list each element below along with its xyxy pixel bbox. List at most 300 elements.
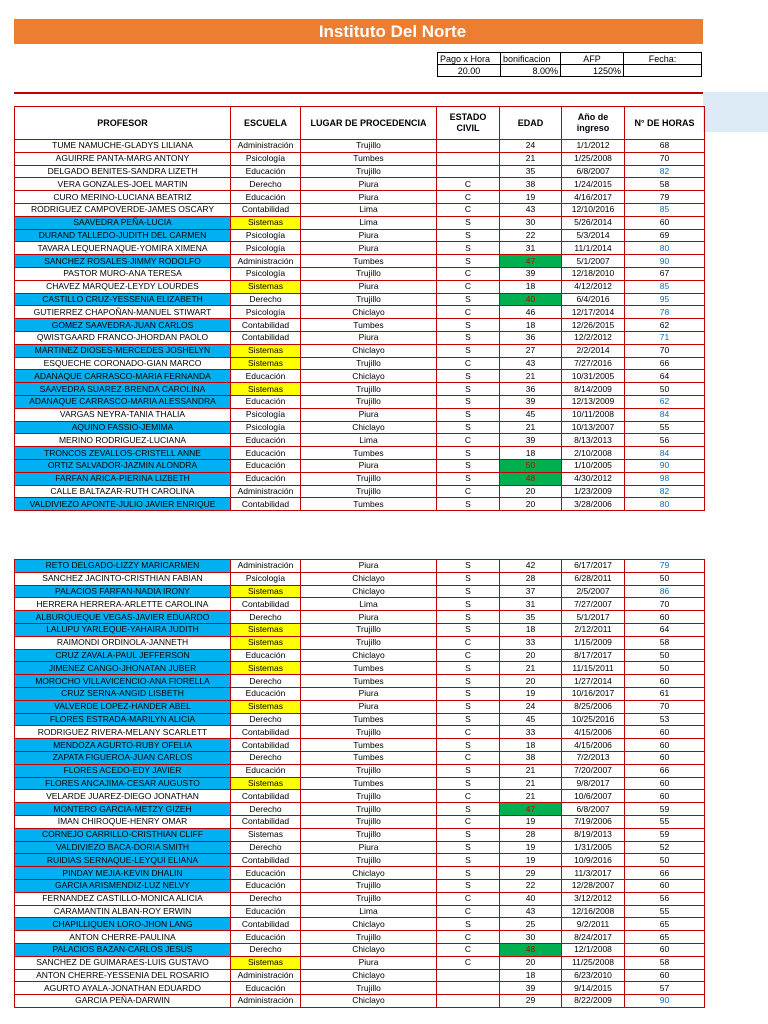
- cell-ingreso[interactable]: 12/1/2008: [562, 943, 625, 956]
- cell-escuela[interactable]: Educación: [231, 931, 301, 944]
- cell-profesor[interactable]: FLORES ESTRADA-MARILYN ALICIA: [15, 713, 231, 726]
- cell-profesor[interactable]: CHAVEZ MARQUEZ-LEYDY LOURDES: [15, 280, 231, 293]
- cell-profesor[interactable]: AQUINO FASSIO-JEMIMA: [15, 421, 231, 434]
- cell-profesor[interactable]: CORNEJO CARRILLO-CRISTHIAN CLIFF: [15, 828, 231, 841]
- cell-escuela[interactable]: Educación: [231, 687, 301, 700]
- cell-horas[interactable]: 55: [625, 421, 705, 434]
- cell-estado[interactable]: S: [437, 611, 500, 624]
- cell-estado[interactable]: S: [437, 700, 500, 713]
- cell-escuela[interactable]: Educación: [231, 879, 301, 892]
- cell-edad[interactable]: 43: [500, 905, 562, 918]
- cell-estado[interactable]: C: [437, 726, 500, 739]
- cell-profesor[interactable]: ALBURQUEQUE VEGAS-JAVIER EDUARDO: [15, 611, 231, 624]
- cell-edad[interactable]: 29: [500, 995, 562, 1008]
- cell-lugar[interactable]: Tumbes: [301, 255, 437, 268]
- cell-ingreso[interactable]: 8/19/2013: [562, 828, 625, 841]
- cell-ingreso[interactable]: 7/27/2007: [562, 598, 625, 611]
- cell-escuela[interactable]: Psicología: [231, 408, 301, 421]
- cell-estado[interactable]: S: [437, 828, 500, 841]
- cell-horas[interactable]: 80: [625, 498, 705, 511]
- cell-edad[interactable]: 47: [500, 255, 562, 268]
- cell-ingreso[interactable]: 10/11/2008: [562, 408, 625, 421]
- cell-lugar[interactable]: Chiclayo: [301, 995, 437, 1008]
- cell-estado[interactable]: S: [437, 687, 500, 700]
- cell-edad[interactable]: 18: [500, 623, 562, 636]
- cell-escuela[interactable]: Sistemas: [231, 636, 301, 649]
- cell-profesor[interactable]: GARCIA ARISMENDIZ-LUZ NELVY: [15, 879, 231, 892]
- cell-profesor[interactable]: ANTON CHERRE-YESSENIA DEL ROSARIO: [15, 969, 231, 982]
- cell-lugar[interactable]: Chiclayo: [301, 649, 437, 662]
- cell-escuela[interactable]: Psicología: [231, 229, 301, 242]
- cell-ingreso[interactable]: 1/23/2009: [562, 485, 625, 498]
- cell-profesor[interactable]: SAAVEDRA SUAREZ-BRENDA CAROLINA: [15, 383, 231, 396]
- cell-estado[interactable]: S: [437, 370, 500, 383]
- cell-edad[interactable]: 31: [500, 598, 562, 611]
- cell-ingreso[interactable]: 11/25/2008: [562, 956, 625, 969]
- cell-ingreso[interactable]: 6/4/2016: [562, 293, 625, 306]
- cell-escuela[interactable]: Sistemas: [231, 344, 301, 357]
- cell-profesor[interactable]: PASTOR MURO-ANA TERESA: [15, 267, 231, 280]
- cell-profesor[interactable]: FARFAN ARICA-PIERINA LIZBETH: [15, 472, 231, 485]
- cell-edad[interactable]: 40: [500, 892, 562, 905]
- cell-estado[interactable]: S: [437, 408, 500, 421]
- cell-escuela[interactable]: Administración: [231, 995, 301, 1008]
- cell-escuela[interactable]: Sistemas: [231, 662, 301, 675]
- cell-ingreso[interactable]: 5/26/2014: [562, 216, 625, 229]
- cell-horas[interactable]: 85: [625, 280, 705, 293]
- cell-lugar[interactable]: Trujillo: [301, 293, 437, 306]
- cell-escuela[interactable]: Administración: [231, 485, 301, 498]
- cell-escuela[interactable]: Educación: [231, 434, 301, 447]
- cell-estado[interactable]: C: [437, 751, 500, 764]
- cell-horas[interactable]: 80: [625, 242, 705, 255]
- cell-ingreso[interactable]: 6/28/2011: [562, 572, 625, 585]
- cell-lugar[interactable]: Lima: [301, 203, 437, 216]
- cell-escuela[interactable]: Derecho: [231, 713, 301, 726]
- cell-lugar[interactable]: Tumbes: [301, 319, 437, 332]
- cell-ingreso[interactable]: 2/12/2011: [562, 623, 625, 636]
- cell-horas[interactable]: 57: [625, 982, 705, 995]
- cell-escuela[interactable]: Derecho: [231, 675, 301, 688]
- cell-estado[interactable]: S: [437, 879, 500, 892]
- cell-ingreso[interactable]: 12/10/2016: [562, 203, 625, 216]
- cell-ingreso[interactable]: 9/8/2017: [562, 777, 625, 790]
- cell-edad[interactable]: 25: [500, 918, 562, 931]
- cell-ingreso[interactable]: 1/25/2008: [562, 152, 625, 165]
- cell-ingreso[interactable]: 2/5/2007: [562, 585, 625, 598]
- cell-profesor[interactable]: IMAN CHIROQUE-HENRY OMAR: [15, 815, 231, 828]
- cell-lugar[interactable]: Lima: [301, 216, 437, 229]
- cell-edad[interactable]: 21: [500, 370, 562, 383]
- cell-edad[interactable]: 40: [500, 293, 562, 306]
- cell-estado[interactable]: S: [437, 867, 500, 880]
- cell-estado[interactable]: S: [437, 331, 500, 344]
- cell-lugar[interactable]: Piura: [301, 459, 437, 472]
- cell-horas[interactable]: 70: [625, 598, 705, 611]
- cell-ingreso[interactable]: 10/25/2016: [562, 713, 625, 726]
- cell-edad[interactable]: 35: [500, 611, 562, 624]
- cell-escuela[interactable]: Sistemas: [231, 585, 301, 598]
- cell-lugar[interactable]: Chiclayo: [301, 918, 437, 931]
- cell-horas[interactable]: 70: [625, 700, 705, 713]
- cell-escuela[interactable]: Derecho: [231, 611, 301, 624]
- cell-escuela[interactable]: Sistemas: [231, 700, 301, 713]
- cell-ingreso[interactable]: 7/19/2006: [562, 815, 625, 828]
- cell-ingreso[interactable]: 3/28/2006: [562, 498, 625, 511]
- cell-lugar[interactable]: Piura: [301, 331, 437, 344]
- cell-estado[interactable]: C: [437, 815, 500, 828]
- cell-estado[interactable]: [437, 995, 500, 1008]
- cell-edad[interactable]: 27: [500, 344, 562, 357]
- param-value[interactable]: 8.00%: [501, 65, 561, 77]
- cell-horas[interactable]: 64: [625, 370, 705, 383]
- cell-edad[interactable]: 20: [500, 956, 562, 969]
- cell-profesor[interactable]: SANCHEZ ROSALES-JIMMY RODOLFO: [15, 255, 231, 268]
- cell-estado[interactable]: S: [437, 572, 500, 585]
- cell-edad[interactable]: 33: [500, 636, 562, 649]
- cell-edad[interactable]: 21: [500, 421, 562, 434]
- cell-estado[interactable]: S: [437, 841, 500, 854]
- cell-escuela[interactable]: Sistemas: [231, 956, 301, 969]
- cell-escuela[interactable]: Contabilidad: [231, 203, 301, 216]
- cell-horas[interactable]: 82: [625, 165, 705, 178]
- cell-escuela[interactable]: Contabilidad: [231, 498, 301, 511]
- cell-lugar[interactable]: Trujillo: [301, 623, 437, 636]
- cell-estado[interactable]: S: [437, 447, 500, 460]
- param-value[interactable]: 20.00: [438, 65, 501, 77]
- cell-ingreso[interactable]: 12/18/2010: [562, 267, 625, 280]
- cell-horas[interactable]: 58: [625, 956, 705, 969]
- cell-profesor[interactable]: SAAVEDRA PEÑA-LUCIA: [15, 216, 231, 229]
- cell-profesor[interactable]: GARCIA PEÑA-DARWIN: [15, 995, 231, 1008]
- cell-ingreso[interactable]: 12/2/2012: [562, 331, 625, 344]
- cell-estado[interactable]: S: [437, 459, 500, 472]
- cell-estado[interactable]: S: [437, 293, 500, 306]
- cell-horas[interactable]: 66: [625, 764, 705, 777]
- cell-profesor[interactable]: ANTON CHERRE-PAULINA: [15, 931, 231, 944]
- cell-estado[interactable]: C: [437, 931, 500, 944]
- cell-escuela[interactable]: Administración: [231, 140, 301, 153]
- cell-escuela[interactable]: Sistemas: [231, 216, 301, 229]
- param-value[interactable]: 1250%: [561, 65, 624, 77]
- cell-profesor[interactable]: SANCHEZ DE GUIMARAES-LUIS GUSTAVO: [15, 956, 231, 969]
- cell-horas[interactable]: 58: [625, 636, 705, 649]
- cell-ingreso[interactable]: 4/30/2012: [562, 472, 625, 485]
- cell-horas[interactable]: 62: [625, 395, 705, 408]
- cell-edad[interactable]: 22: [500, 229, 562, 242]
- cell-lugar[interactable]: Lima: [301, 434, 437, 447]
- cell-profesor[interactable]: MARTINEZ DIOSES-MERCEDES JOSHELYN: [15, 344, 231, 357]
- cell-escuela[interactable]: Derecho: [231, 293, 301, 306]
- cell-ingreso[interactable]: 1/10/2005: [562, 459, 625, 472]
- cell-escuela[interactable]: Derecho: [231, 178, 301, 191]
- cell-edad[interactable]: 30: [500, 216, 562, 229]
- cell-lugar[interactable]: Tumbes: [301, 751, 437, 764]
- cell-profesor[interactable]: PINDAY MEJIA-KEVIN DHALIN: [15, 867, 231, 880]
- cell-ingreso[interactable]: 11/1/2014: [562, 242, 625, 255]
- cell-profesor[interactable]: VALVERDE LOPEZ-HANDER ABEL: [15, 700, 231, 713]
- cell-lugar[interactable]: Trujillo: [301, 879, 437, 892]
- cell-lugar[interactable]: Trujillo: [301, 267, 437, 280]
- cell-escuela[interactable]: Derecho: [231, 892, 301, 905]
- cell-lugar[interactable]: Piura: [301, 687, 437, 700]
- cell-lugar[interactable]: Piura: [301, 178, 437, 191]
- cell-estado[interactable]: S: [437, 216, 500, 229]
- cell-edad[interactable]: 19: [500, 841, 562, 854]
- cell-horas[interactable]: 70: [625, 344, 705, 357]
- cell-edad[interactable]: 43: [500, 357, 562, 370]
- cell-ingreso[interactable]: 2/10/2008: [562, 447, 625, 460]
- cell-profesor[interactable]: VELARDE JUAREZ-DIEGO JONATHAN: [15, 790, 231, 803]
- cell-profesor[interactable]: HERRERA HERRERA-ARLETTE CAROLINA: [15, 598, 231, 611]
- cell-profesor[interactable]: RETO DELGADO-LIZZY MARICARMEN: [15, 560, 231, 573]
- cell-horas[interactable]: 86: [625, 585, 705, 598]
- cell-horas[interactable]: 68: [625, 140, 705, 153]
- cell-estado[interactable]: C: [437, 203, 500, 216]
- cell-ingreso[interactable]: 10/16/2017: [562, 687, 625, 700]
- cell-edad[interactable]: 50: [500, 459, 562, 472]
- cell-edad[interactable]: 29: [500, 867, 562, 880]
- cell-edad[interactable]: 21: [500, 662, 562, 675]
- cell-ingreso[interactable]: 1/27/2014: [562, 675, 625, 688]
- cell-edad[interactable]: 39: [500, 982, 562, 995]
- cell-ingreso[interactable]: 10/6/2007: [562, 790, 625, 803]
- cell-horas[interactable]: 60: [625, 879, 705, 892]
- cell-estado[interactable]: S: [437, 662, 500, 675]
- cell-horas[interactable]: 59: [625, 828, 705, 841]
- cell-ingreso[interactable]: 9/2/2011: [562, 918, 625, 931]
- cell-profesor[interactable]: AGURTO AYALA-JONATHAN EDUARDO: [15, 982, 231, 995]
- cell-edad[interactable]: 48: [500, 943, 562, 956]
- cell-estado[interactable]: [437, 969, 500, 982]
- cell-horas[interactable]: 70: [625, 152, 705, 165]
- cell-estado[interactable]: S: [437, 675, 500, 688]
- cell-escuela[interactable]: Contabilidad: [231, 331, 301, 344]
- cell-horas[interactable]: 60: [625, 216, 705, 229]
- cell-estado[interactable]: S: [437, 585, 500, 598]
- cell-estado[interactable]: C: [437, 943, 500, 956]
- cell-estado[interactable]: C: [437, 485, 500, 498]
- cell-lugar[interactable]: Tumbes: [301, 675, 437, 688]
- cell-edad[interactable]: 38: [500, 178, 562, 191]
- cell-horas[interactable]: 58: [625, 178, 705, 191]
- cell-estado[interactable]: S: [437, 739, 500, 752]
- cell-lugar[interactable]: Chiclayo: [301, 306, 437, 319]
- cell-edad[interactable]: 36: [500, 331, 562, 344]
- cell-estado[interactable]: S: [437, 918, 500, 931]
- cell-edad[interactable]: 38: [500, 751, 562, 764]
- cell-horas[interactable]: 84: [625, 447, 705, 460]
- cell-escuela[interactable]: Sistemas: [231, 777, 301, 790]
- cell-horas[interactable]: 67: [625, 267, 705, 280]
- cell-lugar[interactable]: Piura: [301, 700, 437, 713]
- cell-estado[interactable]: C: [437, 636, 500, 649]
- cell-escuela[interactable]: Derecho: [231, 803, 301, 816]
- cell-edad[interactable]: 22: [500, 879, 562, 892]
- cell-escuela[interactable]: Contabilidad: [231, 815, 301, 828]
- cell-lugar[interactable]: Piura: [301, 560, 437, 573]
- cell-ingreso[interactable]: 8/22/2009: [562, 995, 625, 1008]
- cell-escuela[interactable]: Contabilidad: [231, 854, 301, 867]
- cell-lugar[interactable]: Tumbes: [301, 713, 437, 726]
- cell-horas[interactable]: 50: [625, 649, 705, 662]
- cell-profesor[interactable]: PALACIOS FARFAN-NADIA IRONY: [15, 585, 231, 598]
- cell-profesor[interactable]: CASTILLO CRUZ-YESSENIA ELIZABETH: [15, 293, 231, 306]
- cell-escuela[interactable]: Psicología: [231, 242, 301, 255]
- cell-horas[interactable]: 60: [625, 790, 705, 803]
- cell-horas[interactable]: 66: [625, 867, 705, 880]
- cell-ingreso[interactable]: 7/2/2013: [562, 751, 625, 764]
- cell-edad[interactable]: 20: [500, 649, 562, 662]
- cell-ingreso[interactable]: 8/13/2013: [562, 434, 625, 447]
- cell-ingreso[interactable]: 4/15/2006: [562, 726, 625, 739]
- cell-horas[interactable]: 50: [625, 854, 705, 867]
- cell-lugar[interactable]: Piura: [301, 191, 437, 204]
- cell-profesor[interactable]: CHAPILLIQUEN LORO-JHON LANG: [15, 918, 231, 931]
- cell-lugar[interactable]: Tumbes: [301, 498, 437, 511]
- cell-escuela[interactable]: Educación: [231, 395, 301, 408]
- cell-profesor[interactable]: TRONCOS ZEVALLOS-CRISTELL ANNE: [15, 447, 231, 460]
- cell-profesor[interactable]: VERA GONZALES-JOEL MARTIN: [15, 178, 231, 191]
- cell-profesor[interactable]: GUTIERREZ CHAPOÑAN-MANUEL STIWART: [15, 306, 231, 319]
- cell-estado[interactable]: S: [437, 560, 500, 573]
- cell-estado[interactable]: S: [437, 764, 500, 777]
- cell-edad[interactable]: 35: [500, 165, 562, 178]
- cell-edad[interactable]: 46: [500, 306, 562, 319]
- cell-estado[interactable]: C: [437, 267, 500, 280]
- cell-profesor[interactable]: RODRIGUEZ RIVERA-MELANY SCARLETT: [15, 726, 231, 739]
- cell-profesor[interactable]: MERINO RODRIGUEZ-LUCIANA: [15, 434, 231, 447]
- cell-profesor[interactable]: CURO MERINO-LUCIANA BEATRIZ: [15, 191, 231, 204]
- cell-horas[interactable]: 69: [625, 229, 705, 242]
- cell-ingreso[interactable]: 8/25/2006: [562, 700, 625, 713]
- cell-ingreso[interactable]: 5/3/2014: [562, 229, 625, 242]
- cell-profesor[interactable]: VALDIVIEZO BACA-DORIA SMITH: [15, 841, 231, 854]
- cell-escuela[interactable]: Educación: [231, 447, 301, 460]
- cell-lugar[interactable]: Lima: [301, 598, 437, 611]
- cell-estado[interactable]: C: [437, 178, 500, 191]
- cell-estado[interactable]: S: [437, 777, 500, 790]
- cell-estado[interactable]: C: [437, 892, 500, 905]
- cell-ingreso[interactable]: 12/26/2015: [562, 319, 625, 332]
- cell-ingreso[interactable]: 6/8/2007: [562, 165, 625, 178]
- cell-horas[interactable]: 60: [625, 726, 705, 739]
- cell-estado[interactable]: S: [437, 713, 500, 726]
- cell-ingreso[interactable]: 9/14/2015: [562, 982, 625, 995]
- cell-edad[interactable]: 19: [500, 687, 562, 700]
- cell-edad[interactable]: 24: [500, 700, 562, 713]
- cell-escuela[interactable]: Psicología: [231, 306, 301, 319]
- cell-profesor[interactable]: QWISTGAARD FRANCO-JHORDAN PAOLO: [15, 331, 231, 344]
- cell-profesor[interactable]: SANCHEZ JACINTO-CRISTHIAN FABIAN: [15, 572, 231, 585]
- cell-escuela[interactable]: Contabilidad: [231, 319, 301, 332]
- cell-profesor[interactable]: ORTIZ SALVADOR-JAZMIN ALONDRA: [15, 459, 231, 472]
- cell-edad[interactable]: 39: [500, 434, 562, 447]
- cell-horas[interactable]: 60: [625, 739, 705, 752]
- cell-estado[interactable]: S: [437, 598, 500, 611]
- cell-horas[interactable]: 64: [625, 623, 705, 636]
- cell-escuela[interactable]: Derecho: [231, 943, 301, 956]
- cell-escuela[interactable]: Contabilidad: [231, 739, 301, 752]
- cell-escuela[interactable]: Psicología: [231, 152, 301, 165]
- cell-estado[interactable]: C: [437, 790, 500, 803]
- cell-edad[interactable]: 20: [500, 485, 562, 498]
- cell-ingreso[interactable]: 12/13/2009: [562, 395, 625, 408]
- cell-profesor[interactable]: CARAMANTIN ALBAN-ROY ERWIN: [15, 905, 231, 918]
- cell-profesor[interactable]: CRUZ SERNA-ANGID LISBETH: [15, 687, 231, 700]
- cell-ingreso[interactable]: 2/2/2014: [562, 344, 625, 357]
- cell-profesor[interactable]: ZAPATA FIGUEROA-JUAN CARLOS: [15, 751, 231, 764]
- cell-escuela[interactable]: Derecho: [231, 751, 301, 764]
- cell-lugar[interactable]: Chiclayo: [301, 867, 437, 880]
- cell-estado[interactable]: S: [437, 255, 500, 268]
- cell-escuela[interactable]: Contabilidad: [231, 598, 301, 611]
- cell-horas[interactable]: 56: [625, 434, 705, 447]
- cell-ingreso[interactable]: 5/1/2007: [562, 255, 625, 268]
- cell-edad[interactable]: 31: [500, 242, 562, 255]
- cell-horas[interactable]: 55: [625, 905, 705, 918]
- cell-lugar[interactable]: Chiclayo: [301, 572, 437, 585]
- cell-escuela[interactable]: Educación: [231, 370, 301, 383]
- cell-escuela[interactable]: Educación: [231, 905, 301, 918]
- cell-lugar[interactable]: Chiclayo: [301, 344, 437, 357]
- cell-escuela[interactable]: Educación: [231, 472, 301, 485]
- cell-estado[interactable]: C: [437, 280, 500, 293]
- cell-estado[interactable]: S: [437, 472, 500, 485]
- cell-lugar[interactable]: Trujillo: [301, 803, 437, 816]
- cell-escuela[interactable]: Sistemas: [231, 828, 301, 841]
- cell-edad[interactable]: 18: [500, 447, 562, 460]
- cell-edad[interactable]: 43: [500, 203, 562, 216]
- cell-escuela[interactable]: Educación: [231, 982, 301, 995]
- cell-ingreso[interactable]: 6/8/2007: [562, 803, 625, 816]
- cell-lugar[interactable]: Trujillo: [301, 140, 437, 153]
- cell-profesor[interactable]: GOMEZ SAAVEDRA-JUAN CARLOS: [15, 319, 231, 332]
- cell-lugar[interactable]: Piura: [301, 229, 437, 242]
- cell-edad[interactable]: 18: [500, 969, 562, 982]
- cell-estado[interactable]: S: [437, 242, 500, 255]
- cell-lugar[interactable]: Tumbes: [301, 739, 437, 752]
- cell-lugar[interactable]: Trujillo: [301, 165, 437, 178]
- param-value[interactable]: [624, 65, 702, 77]
- cell-profesor[interactable]: ESQUECHE CORONADO-GIAN MARCO: [15, 357, 231, 370]
- cell-escuela[interactable]: Administración: [231, 560, 301, 573]
- cell-ingreso[interactable]: 1/31/2005: [562, 841, 625, 854]
- cell-escuela[interactable]: Sistemas: [231, 383, 301, 396]
- cell-horas[interactable]: 61: [625, 687, 705, 700]
- cell-estado[interactable]: S: [437, 319, 500, 332]
- cell-escuela[interactable]: Sistemas: [231, 280, 301, 293]
- cell-escuela[interactable]: Contabilidad: [231, 918, 301, 931]
- cell-lugar[interactable]: Trujillo: [301, 828, 437, 841]
- cell-ingreso[interactable]: 10/9/2016: [562, 854, 625, 867]
- cell-horas[interactable]: 52: [625, 841, 705, 854]
- cell-profesor[interactable]: ADANAQUE CARRASCO-MARIA ALESSANDRA: [15, 395, 231, 408]
- cell-profesor[interactable]: VALDIVIEZO APONTE-JULIO JAVIER ENRIQUE: [15, 498, 231, 511]
- cell-ingreso[interactable]: 11/3/2017: [562, 867, 625, 880]
- cell-edad[interactable]: 45: [500, 713, 562, 726]
- cell-estado[interactable]: C: [437, 306, 500, 319]
- cell-ingreso[interactable]: 8/14/2009: [562, 383, 625, 396]
- cell-lugar[interactable]: Tumbes: [301, 662, 437, 675]
- cell-lugar[interactable]: Trujillo: [301, 892, 437, 905]
- cell-profesor[interactable]: RAIMONDI ORDINOLA-JANNETH: [15, 636, 231, 649]
- cell-lugar[interactable]: Lima: [301, 905, 437, 918]
- cell-profesor[interactable]: RUIDIAS SERNAQUE-LEYQUI ELIANA: [15, 854, 231, 867]
- cell-horas[interactable]: 50: [625, 662, 705, 675]
- cell-lugar[interactable]: Piura: [301, 280, 437, 293]
- cell-ingreso[interactable]: 12/17/2014: [562, 306, 625, 319]
